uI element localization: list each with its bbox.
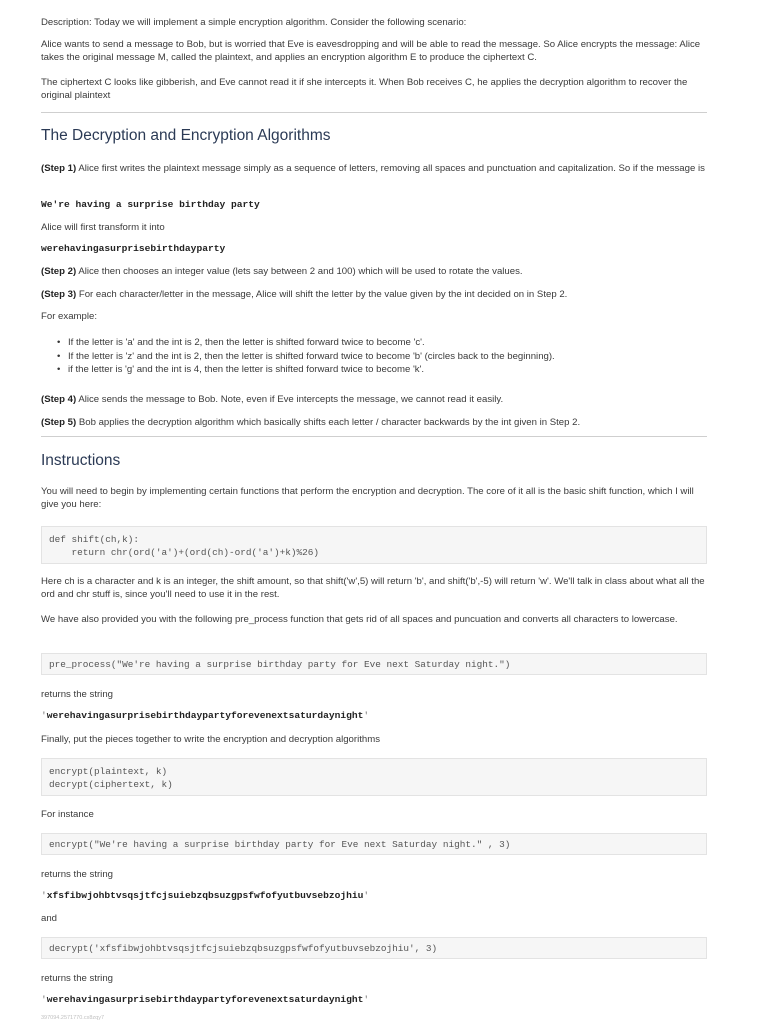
for-instance: For instance <box>41 809 94 820</box>
and-text: and <box>41 913 58 924</box>
transformed-message: werehavingasurprisebirthdayparty <box>41 243 226 254</box>
result-decrypt: 'werehavingasurprisebirthdaypartyforevenextsaturdaynight' <box>41 994 370 1005</box>
code-block-encrypt: encrypt("We're having a surprise birthday party for Eve next Saturday night." , 3) <box>41 833 707 855</box>
step4-label: (Step 4) <box>41 394 77 405</box>
transform-text: Alice will first transform it into <box>41 222 165 233</box>
step5-text: Bob applies the decryption algorithm which basically shifts each letter / character backwards by the int given in Step 2. <box>76 417 581 428</box>
code-block-decrypt: decrypt('xfsfibwjohbtvsqsjtfcjsuiebzqbsuzgpsfwfofyutbuvsebzojhiu', 3) <box>41 937 707 959</box>
code-block-shift: def shift(ch,k): return chr(ord('a')+(ord(ch)-ord('a')+k)%26) <box>41 526 707 564</box>
section-heading-algorithms: The Decryption and Encryption Algorithms <box>41 127 331 144</box>
intro-description: Description: Today we will implement a simple encryption algorithm. Consider the following scenario: <box>41 17 467 28</box>
pieces-text: Finally, put the pieces together to write the encryption and decryption algorithms <box>41 734 380 745</box>
step3-label: (Step 3) <box>41 289 77 300</box>
preprocess-description: We have also provided you with the following pre_process function that gets rid of all spaces and puncuation and converts all characters to lowercase. <box>41 614 678 625</box>
step1-text: Alice first writes the plaintext message simply as a sequence of letters, removing all spaces and punctuation and capitalization. So if the message is <box>76 163 705 174</box>
code-block-functions: encrypt(plaintext, k) decrypt(ciphertext, k) <box>41 758 707 796</box>
step4 <box>41 393 707 406</box>
divider <box>41 112 707 113</box>
step4-text: Alice sends the message to Bob. Note, even if Eve intercepts the message, we cannot read it easily. <box>76 394 504 405</box>
watermark: 397094.2571770.cx8zqy7 <box>41 1015 104 1021</box>
returns-text: returns the string <box>41 689 113 700</box>
section-heading-instructions: Instructions <box>41 452 121 469</box>
step3 <box>41 288 707 301</box>
step1-label: (Step 1) <box>41 163 77 174</box>
step2-text: Alice then chooses an integer value (lets say between 2 and 100) which will be used to rotate the values. <box>76 266 523 277</box>
result-encrypt: 'xfsfibwjohbtvsqsjtfcjsuiebzqbsuzgpsfwfofyutbuvsebzojhiu' <box>41 890 370 901</box>
intro-scenario: Alice wants to send a message to Bob, but is worried that Eve is eavesdropping and will be able to read the message. So Alice encrypts the message: Alice takes the original message M, called the plaintext, and applies an encryption algorithm E to produce the ciphertext C. <box>41 39 701 63</box>
returns-text: returns the string <box>41 869 113 880</box>
instructions-intro: You will need to begin by implementing certain functions that perform the encryption and decryption. The core of it all is the basic shift function, which I will give you here: <box>41 486 694 510</box>
step5-label: (Step 5) <box>41 417 77 428</box>
example-message: We're having a surprise birthday party <box>41 199 260 210</box>
for-example: For example: <box>41 311 97 322</box>
step5 <box>41 416 707 429</box>
step1 <box>41 162 707 175</box>
step3-text: For each character/letter in the message, Alice will shift the letter by the value given by the int decided on in Step 2. <box>76 289 568 300</box>
result-preprocess: 'werehavingasurprisebirthdaypartyforevenextsaturdaynight' <box>41 710 370 721</box>
divider <box>41 436 707 437</box>
list-item: • if the letter is 'g' and the int is 4, then the letter is shifted forward twice to become 'k'. <box>41 363 707 377</box>
returns-text: returns the string <box>41 973 113 984</box>
step2 <box>41 265 707 278</box>
shift-explanation: Here ch is a character and k is an integer, the shift amount, so that shift('w',5) will return 'b', and shift('b',-5) will return 'w'. We'll talk in class about what all the ord and chr stuff is, since you'll need to use it in the rest. <box>41 576 705 600</box>
list-item: • If the letter is 'z' and the int is 2, then the letter is shifted forward twice to become 'b' (circles back to the beginning). <box>41 350 707 364</box>
example-list <box>41 336 707 377</box>
list-item: • If the letter is 'a' and the int is 2, then the letter is shifted forward twice to become 'c'. <box>41 336 707 350</box>
step2-label: (Step 2) <box>41 266 77 277</box>
intro-ciphertext: The ciphertext C looks like gibberish, and Eve cannot read it if she intercepts it. When Bob receives C, he applies the decryption algorithm to recover the original plaintext <box>41 77 688 101</box>
code-block-preprocess: pre_process("We're having a surprise birthday party for Eve next Saturday night.") <box>41 653 707 675</box>
